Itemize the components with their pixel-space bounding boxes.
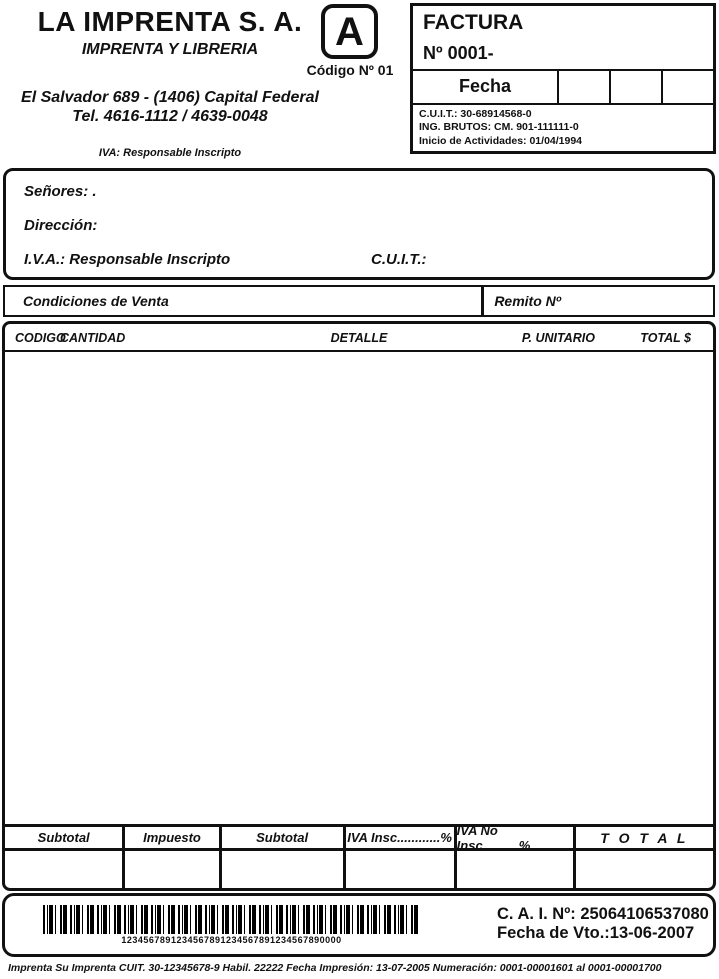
invoice-title: FACTURA (423, 11, 524, 34)
remito-label: Remito Nº (494, 293, 561, 309)
date-day-field[interactable] (557, 71, 609, 102)
invoice-type-letter: A (335, 9, 364, 54)
barcode-box (2, 893, 716, 957)
company-cuit: C.U.I.T.: 30-68914568-0 (419, 107, 532, 120)
col-header-punitario: P. UNITARIO (521, 331, 595, 345)
col-header-codigo: CODIGO (15, 331, 66, 345)
company-inicio-actividades: Inicio de Actividades: 01/04/1994 (419, 134, 583, 147)
client-info-box (3, 168, 715, 280)
invoice-type-code-box (321, 4, 378, 59)
col-header-total: TOTAL $ (640, 331, 691, 345)
client-cuit-label: C.U.I.T.: (371, 251, 427, 268)
invoice-type-code-label: Código Nº 01 (306, 62, 394, 78)
totals-value-subtotal2 (222, 851, 346, 888)
totals-value-impuesto (125, 851, 221, 888)
company-tagline: IMPRENTA Y LIBRERIA (81, 41, 259, 58)
invoice-title-section (413, 6, 713, 69)
totals-header-total: T O T A L (600, 829, 689, 846)
cai-number: C. A. I. Nº: 25064106537080 (497, 905, 709, 923)
date-month-field[interactable] (609, 71, 661, 102)
totals-value-total (576, 851, 713, 888)
col-header-cantidad: CANTIDAD (60, 331, 126, 345)
totals-header-iva-insc: IVA Insc............% (346, 827, 457, 848)
company-address-line: El Salvador 689 - (1406) Capital Federal (21, 89, 319, 106)
totals-value-iva-insc (346, 851, 457, 888)
invoice-date-row (413, 69, 713, 102)
items-table-body (5, 352, 713, 824)
totals-section (5, 824, 713, 888)
invoice-header-box (410, 3, 716, 154)
company-phone: Tel. 4616-1112 / 4639-0048 (72, 108, 268, 125)
totals-values-row (5, 851, 713, 888)
cai-block (497, 905, 709, 943)
client-iva-label: I.V.A.: Responsable Inscripto (24, 251, 231, 268)
printer-info-line: Imprenta Su Imprenta CUIT. 30-12345678-9 Habil. 22222 Fecha Impresión: 13-07-2005 Numeración: 0001-00001601 al 0001-00001700 (8, 962, 662, 974)
totals-header-subtotal2: Subtotal (222, 827, 346, 848)
col-header-detalle: DETALLE (330, 331, 388, 345)
condiciones-venta-label: Condiciones de Venta (5, 287, 484, 315)
totals-header-iva-no-insc: IVA No Insc..........% (457, 827, 576, 848)
totals-header-impuesto: Impuesto (125, 827, 221, 848)
company-header (0, 6, 340, 59)
totals-value-subtotal1 (5, 851, 125, 888)
cai-vencimiento: Fecha de Vto.:13-06-2007 (497, 924, 695, 942)
barcode-digits: 1234567891234567891234567891234567890000 (121, 935, 342, 945)
items-table (2, 321, 716, 891)
items-table-header (5, 324, 713, 352)
conditions-row (3, 285, 715, 317)
client-direccion-label: Dirección: (24, 217, 98, 234)
invoice-fiscal-info (413, 103, 713, 152)
company-name: LA IMPRENTA S. A. (37, 6, 303, 37)
totals-value-iva-no-insc (457, 851, 576, 888)
invoice-number: Nº 0001- (423, 43, 494, 63)
totals-header-subtotal1: Subtotal (5, 827, 125, 848)
company-ing-brutos: ING. BRUTOS: CM. 901-111111-0 (419, 121, 579, 133)
company-address (0, 88, 340, 126)
date-year-field[interactable] (661, 71, 713, 102)
client-senores-label: Señores: . (24, 183, 97, 200)
totals-header-row (5, 822, 713, 853)
company-iva-status: IVA: Responsable Inscripto (98, 147, 242, 159)
date-label: Fecha (458, 76, 512, 97)
barcode-image (43, 905, 420, 934)
